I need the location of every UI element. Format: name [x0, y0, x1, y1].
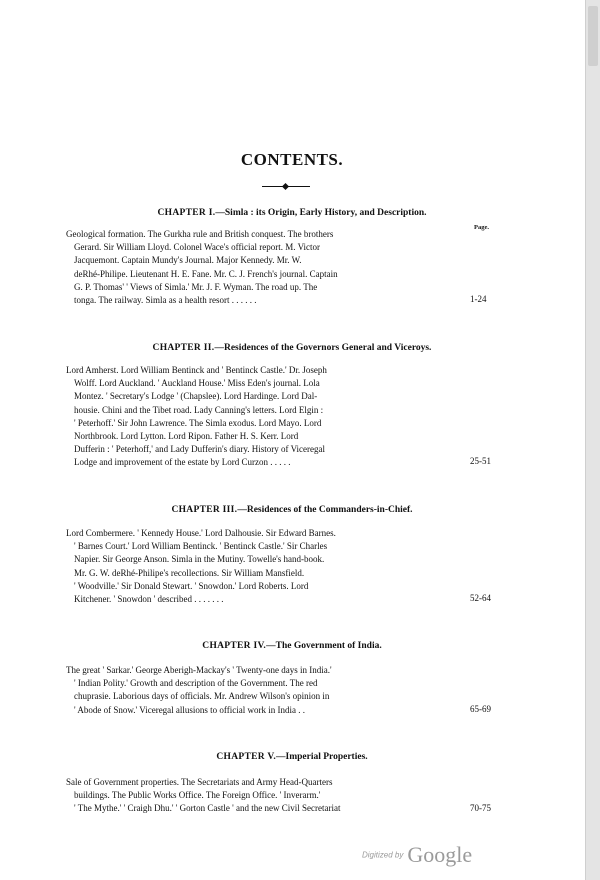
watermark-prefix: Digitized by — [362, 850, 404, 860]
summary-line: Jacquemont. Captain Mundy's Journal. Major Kennedy. Mr. W. — [74, 255, 302, 266]
chapter-4-pages: 65-69 — [470, 704, 491, 714]
summary-line: Wolff. Lord Auckland. ' Auckland House.' Miss Eden's journal. Lola — [74, 378, 320, 389]
page-title: CONTENTS. — [240, 150, 344, 169]
summary-line: Kitchener. ' Snowdon ' described . . . . . . . — [74, 594, 224, 605]
scrollbar-thumb[interactable] — [588, 6, 598, 66]
summary-line: The great ' Sarkar.' George Aberigh-Mackay's ' Twenty-one days in India.' — [66, 665, 332, 675]
page-column-header: Page. — [474, 224, 489, 231]
summary-line: Lord Combermere. ' Kennedy House.' Lord Dalhousie. Sir Edward Barnes. — [66, 528, 336, 538]
summary-line: ' Indian Polity.' Growth and description of the Government. The red — [74, 678, 318, 689]
summary-line: ' Abode of Snow.' Viceregal allusions to official work in India . . — [74, 704, 305, 715]
summary-line: deRhé-Philipe. Lieutenant H. E. Fane. Mr. C. J. French's journal. Captain — [74, 268, 338, 279]
summary-line: ' Peterhoff.' Sir John Lawrence. The Simla exodus. Lord Mayo. Lord — [74, 417, 322, 428]
summary-line: Mr. G. W. deRhé-Philipe's recollections. Sir William Mansfield. — [74, 567, 305, 578]
watermark-brand: Google — [407, 842, 473, 867]
summary-line: G. P. Thomas' ' Views of Simla.' Mr. J. F. Wyman. The road up. The — [74, 281, 318, 292]
chapter-3-summary — [66, 527, 446, 606]
chapter-5-heading — [0, 752, 584, 762]
summary-line: ' Barnes Court.' Lord William Bentinck. ' Bentinck Castle.' Sir Charles — [74, 541, 328, 552]
chapter-number: CHAPTER V. — [216, 752, 277, 762]
chapter-3-pages: 52-64 — [470, 593, 491, 603]
summary-line: buildings. The Public Works Office. The Foreign Office. ' Inverarm.' — [74, 790, 321, 801]
chapter-number: CHAPTER IV. — [202, 641, 267, 651]
summary-line: ' The Mythe.' ' Craigh Dhu.' ' Gorton Castle ' and the new Civil Secretariat — [74, 803, 341, 814]
chapter-title: —Residences of the Governors General and Viceroys. — [214, 343, 432, 353]
chapter-title: —Residences of the Commanders-in-Chief. — [237, 505, 413, 515]
summary-line: housie. Chini and the Tibet road. Lady Canning's letters. Lord Elgin : — [74, 404, 324, 415]
chapter-1-pages: 1-24 — [470, 294, 487, 304]
chapter-2-summary — [66, 364, 446, 470]
chapter-5-pages: 70-75 — [470, 803, 491, 813]
summary-line: Gerard. Sir William Lloyd. Colonel Wace's official report. M. Victor — [74, 242, 321, 253]
summary-line: Lord Amherst. Lord William Bentinck and ' Bentinck Castle.' Dr. Joseph — [66, 365, 327, 375]
summary-line: Napier. Sir George Anson. Simla in the Mutiny. Towelle's hand-book. — [74, 554, 325, 565]
chapter-5-summary — [66, 776, 446, 816]
summary-line: Lodge and improvement of the estate by Lord Curzon . . . . . — [74, 457, 291, 468]
summary-line: Dufferin : ' Peterhoff,' and Lady Dufferin's diary. History of Viceregal — [74, 444, 326, 455]
digitized-watermark — [362, 842, 472, 868]
chapter-1-heading — [0, 208, 584, 218]
chapter-title: —The Government of India. — [266, 641, 382, 651]
summary-line: ' Woodville.' Sir Donald Stewart. ' Snowdon.' Lord Roberts. Lord — [74, 580, 309, 591]
summary-line: tonga. The railway. Simla as a health resort . . . . . . — [74, 295, 257, 306]
chapter-2-heading — [0, 343, 584, 353]
chapter-2-pages: 25-51 — [470, 456, 491, 466]
title-ornament-rule — [262, 186, 310, 187]
chapter-3-heading — [0, 505, 584, 515]
summary-line: Sale of Government properties. The Secretariats and Army Head-Quarters — [66, 777, 333, 787]
chapter-number: CHAPTER II. — [152, 343, 215, 353]
chapter-number: CHAPTER III. — [171, 505, 238, 515]
summary-line: Northbrook. Lord Lytton. Lord Ripon. Father H. S. Kerr. Lord — [74, 431, 299, 442]
chapter-number: CHAPTER I. — [157, 208, 216, 218]
chapter-title: —Simla : its Origin, Early History, and Description. — [215, 208, 427, 218]
chapter-4-summary — [66, 664, 446, 717]
summary-line: Geological formation. The Gurkha rule and British conquest. The brothers — [66, 229, 334, 239]
chapter-title: —Imperial Properties. — [276, 752, 368, 762]
chapter-4-heading — [0, 641, 584, 651]
chapter-1-summary — [66, 228, 446, 307]
summary-line: Montez. ' Secretary's Lodge ' (Chapslee). Lord Hardinge. Lord Dal- — [74, 391, 318, 402]
summary-line: chuprasie. Laborious days of officials. Mr. Andrew Wilson's opinion in — [74, 691, 330, 702]
vertical-scrollbar[interactable] — [585, 0, 600, 880]
